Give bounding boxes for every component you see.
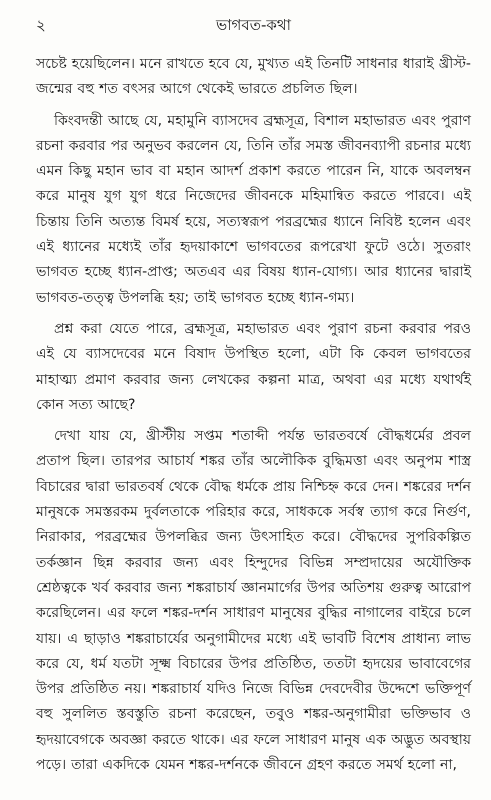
running-title: ভাগবত-কথা [216,16,291,34]
paragraph: দেখা যায় যে, খ্রীস্টীয় সপ্তম শতাব্দী পর্যন্ত ভারতবর্ষে বৌদ্ধধর্মের প্রবল প্রতাপ ছিল। তারপর আচার্য শঙ্কর তাঁর অলৌকিক বুদ্ধিমত্তা এবং অনুপম শাস্ত্র বিচারের দ্বারা ভারতবর্ষ থেকে বৌদ্ধ ধর্মকে প্রায় নিশ্চিহ্ন করে দেন। শঙ্করের দর্শন মানুষকে সমস্তরকম দুর্বলতাকে পরিহার করে, সাধককে সর্বস্ব ত্যাগ করে নির্গুণ, নিরাকার, পরব্রহ্মের উপলব্ধির জন্য উৎসাহিত করে। বৌদ্ধদের সুপরিকল্পিত তর্কজ্ঞান ছিন্ন করবার জন্য এবং হিন্দুদের বিভিন্ন সম্প্রদায়ের অযৌক্তিক শ্রেষ্ঠত্বকে খর্ব করবার জন্য শঙ্করাচার্য জ্ঞানমার্গের উপর অতিশয় গুরুত্ব আরোপ করেছিলেন। এর ফলে শঙ্কর-দর্শন সাধারণ মানুষের বুদ্ধির নাগালের বাইরে চলে যায়। এ ছাড়াও শঙ্করাচার্যের অনুগামীদের মধ্যে এই ভাবটি বিশেষ প্রাধান্য লাভ করে যে, ধর্ম যতটা সূক্ষ্ম বিচারের উপর প্রতিষ্ঠিত, ততটা হৃদয়ের ভাবাবেগের উপর প্রতিষ্ঠিত নয়। শঙ্করাচার্য যদিও নিজে বিভিন্ন দেবদেবীর উদ্দেশে ভক্তিপূর্ণ বহু সুললিত স্তবস্তুতি রচনা করেছেন, তবুও শঙ্কর-অনুগামীরা ভক্তিভাব ও হৃদয়াবেগকে অবজ্ঞা করতে থাকে। এর ফলে সাধারণ মানুষ এক অদ্ভুত অবস্থায় পড়ে। তারা একদিকে যেমন শঙ্কর-দর্শনকে জীবনে গ্রহণ করতে সমর্থ হলো না, [36,428,471,774]
page-number: ২ [36,16,46,34]
body-text [36,52,471,778]
paragraph: সচেষ্ট হয়েছিলেন। মনে রাখতে হবে যে, মুখ্যত এই তিনটি সাধনার ধারাই খ্রীস্ট-জন্মের বহু শত বৎসর আগে থেকেই ভারতে প্রচলিত ছিল। [36,56,471,98]
paragraph: প্রশ্ন করা যেতে পারে, ব্রহ্মসূত্র, মহাভারত এবং পুরাণ রচনা করবার পরও এই যে ব্যাসদেবের মনে বিষাদ উপস্থিত হলো, এটা কি কেবল ভাগবতের মাহাত্ম্য প্রমাণ করবার জন্য লেখকের কল্পনা মাত্র, অথবা এর মধ্যে যথার্থই কোন সত্য আছে? [36,320,471,413]
paragraph: কিংবদন্তী আছে যে, মহামুনি ব্যাসদেব ব্রহ্মসূত্র, বিশাল মহাভারত এবং পুরাণ রচনা করবার পর অনুভব করলেন যে, তিনি তাঁর সমস্ত জীবনব্যাপী রচনার মধ্যে এমন কিছু মহান ভাব বা মহান আদর্শ প্রকাশ করতে পারেন নি, যাকে অবলম্বন করে মানুষ যুগ যুগ ধরে নিজেদের জীবনকে মহিমান্বিত করতে পারবে। এই চিন্তায় তিনি অত্যন্ত বিমর্ষ হয়ে, সত্যস্বরূপ পরব্রহ্মের ধ্যানে নিবিষ্ট হলেন এবং এই ধ্যানের মধ্যেই তাঁর হৃদয়াকাশে ভাগবতের রূপরেখা ফুটে ওঠে। সুতরাং ভাগবত হচ্ছে ধ্যান-প্রাপ্ত; অতএব এর বিষয় ধ্যান-যোগ্য। আর ধ্যানের দ্বারাই ভাগবত-তত্ত্ব উপলব্ধি হয়; তাই ভাগবত হচ্ছে ধ্যান-গম্য। [36,112,471,306]
page-header [36,12,471,38]
